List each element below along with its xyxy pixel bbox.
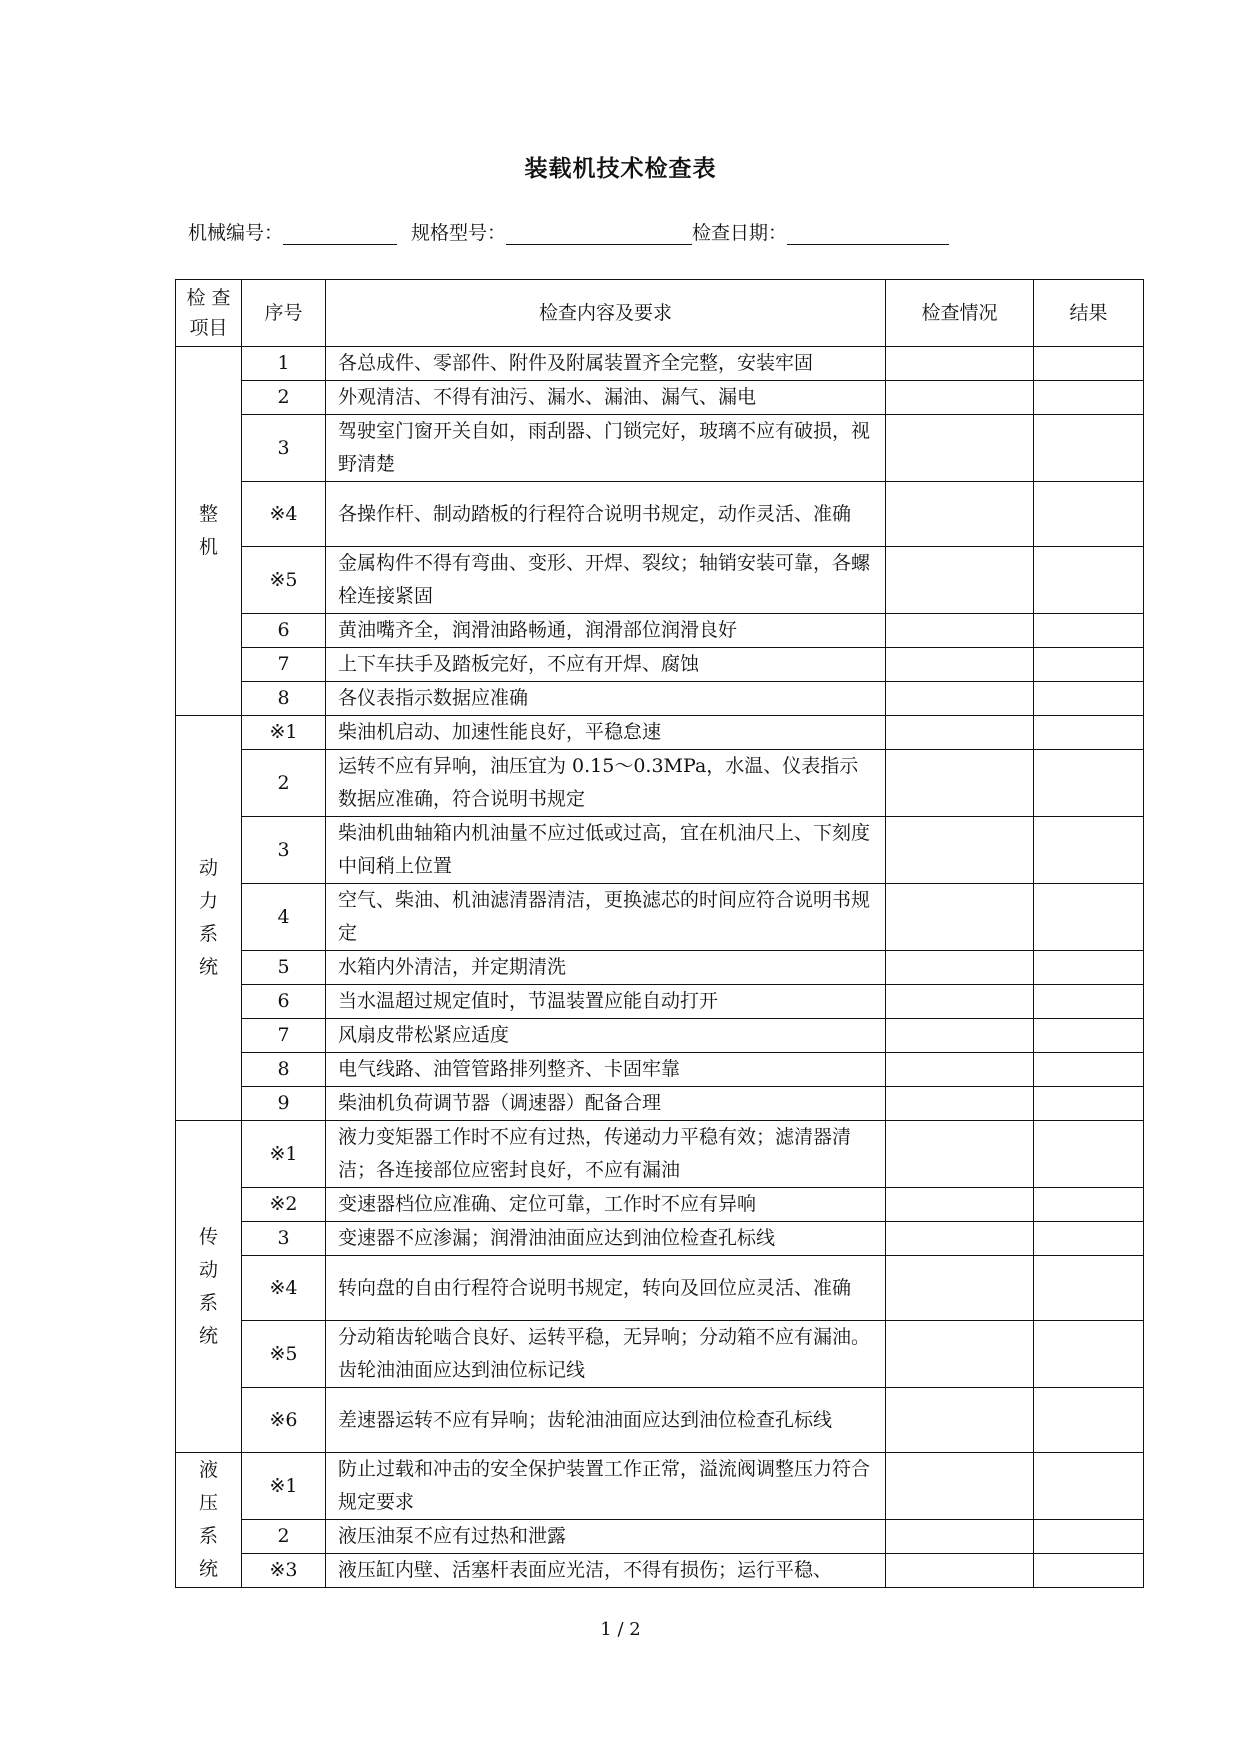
row-content: 差速器运转不应有异响；齿轮油油面应达到油位检查孔标线 xyxy=(326,1388,886,1453)
table-row xyxy=(176,381,1144,415)
row-content: 驾驶室门窗开关自如，雨刮器、门锁完好，玻璃不应有破损，视野清楚 xyxy=(326,415,886,482)
status-cell[interactable] xyxy=(886,648,1034,682)
result-cell[interactable] xyxy=(1034,1188,1144,1222)
row-seq: ※1 xyxy=(242,716,326,750)
table-row xyxy=(176,1222,1144,1256)
row-content: 分动箱齿轮啮合良好、运转平稳，无异响；分动箱不应有漏油。齿轮油油面应达到油位标记线 xyxy=(326,1321,886,1388)
row-content: 变速器档位应准确、定位可靠，工作时不应有异响 xyxy=(326,1188,886,1222)
row-seq: ※3 xyxy=(242,1554,326,1588)
table-row xyxy=(176,1453,1144,1520)
status-cell[interactable] xyxy=(886,347,1034,381)
row-content: 柴油机负荷调节器（调速器）配备合理 xyxy=(326,1087,886,1121)
status-cell[interactable] xyxy=(886,614,1034,648)
table-row xyxy=(176,648,1144,682)
result-cell[interactable] xyxy=(1034,750,1144,817)
result-cell[interactable] xyxy=(1034,482,1144,547)
status-cell[interactable] xyxy=(886,682,1034,716)
table-row xyxy=(176,1554,1144,1588)
row-seq: 8 xyxy=(242,682,326,716)
status-cell[interactable] xyxy=(886,415,1034,482)
result-cell[interactable] xyxy=(1034,347,1144,381)
status-cell[interactable] xyxy=(886,381,1034,415)
result-cell[interactable] xyxy=(1034,716,1144,750)
status-cell[interactable] xyxy=(886,1053,1034,1087)
table-row xyxy=(176,614,1144,648)
row-content: 柴油机启动、加速性能良好，平稳怠速 xyxy=(326,716,886,750)
table-row xyxy=(176,682,1144,716)
status-cell[interactable] xyxy=(886,1453,1034,1520)
row-seq: 4 xyxy=(242,884,326,951)
table-row xyxy=(176,1121,1144,1188)
result-cell[interactable] xyxy=(1034,985,1144,1019)
table-row xyxy=(176,951,1144,985)
section-label: 动 力 系 统 xyxy=(176,716,242,1121)
table-row xyxy=(176,1520,1144,1554)
result-cell[interactable] xyxy=(1034,648,1144,682)
row-seq: 6 xyxy=(242,985,326,1019)
status-cell[interactable] xyxy=(886,1121,1034,1188)
table-row xyxy=(176,547,1144,614)
model-field[interactable] xyxy=(506,224,692,245)
result-cell[interactable] xyxy=(1034,381,1144,415)
status-cell[interactable] xyxy=(886,1388,1034,1453)
row-seq: ※5 xyxy=(242,1321,326,1388)
table-row xyxy=(176,347,1144,381)
result-cell[interactable] xyxy=(1034,682,1144,716)
table-row xyxy=(176,1019,1144,1053)
header-fields xyxy=(188,218,949,245)
table-row xyxy=(176,415,1144,482)
row-seq: 3 xyxy=(242,817,326,884)
row-content: 柴油机曲轴箱内机油量不应过低或过高，宜在机油尺上、下刻度中间稍上位置 xyxy=(326,817,886,884)
status-cell[interactable] xyxy=(886,1256,1034,1321)
machine-no-label: 机械编号： xyxy=(188,222,284,244)
row-content: 转向盘的自由行程符合说明书规定，转向及回位应灵活、准确 xyxy=(326,1256,886,1321)
row-content: 液力变矩器工作时不应有过热，传递动力平稳有效；滤清器清洁；各连接部位应密封良好，不应有漏油 xyxy=(326,1121,886,1188)
result-cell[interactable] xyxy=(1034,1321,1144,1388)
row-content: 黄油嘴齐全，润滑油路畅通，润滑部位润滑良好 xyxy=(326,614,886,648)
table-row xyxy=(176,750,1144,817)
date-field[interactable] xyxy=(787,224,949,245)
machine-no-field[interactable] xyxy=(283,224,397,245)
row-content: 外观清洁、不得有油污、漏水、漏油、漏气、漏电 xyxy=(326,381,886,415)
row-content: 电气线路、油管管路排列整齐、卡固牢靠 xyxy=(326,1053,886,1087)
section-label: 整 机 xyxy=(176,347,242,716)
header-seq: 序号 xyxy=(242,280,326,347)
row-seq: 2 xyxy=(242,750,326,817)
status-cell[interactable] xyxy=(886,1554,1034,1588)
header-category-label: 检 查 项目 xyxy=(186,287,231,339)
row-seq: ※4 xyxy=(242,1256,326,1321)
result-cell[interactable] xyxy=(1034,817,1144,884)
result-cell[interactable] xyxy=(1034,951,1144,985)
row-seq: 1 xyxy=(242,347,326,381)
row-seq: ※1 xyxy=(242,1121,326,1188)
row-seq: 8 xyxy=(242,1053,326,1087)
row-seq: 2 xyxy=(242,1520,326,1554)
result-cell[interactable] xyxy=(1034,1453,1144,1520)
row-content: 空气、柴油、机油滤清器清洁，更换滤芯的时间应符合说明书规定 xyxy=(326,884,886,951)
row-content: 上下车扶手及踏板完好，不应有开焊、腐蚀 xyxy=(326,648,886,682)
result-cell[interactable] xyxy=(1034,1121,1144,1188)
table-row xyxy=(176,716,1144,750)
row-content: 水箱内外清洁，并定期清洗 xyxy=(326,951,886,985)
row-content: 液压油泵不应有过热和泄露 xyxy=(326,1520,886,1554)
table-row xyxy=(176,482,1144,547)
status-cell[interactable] xyxy=(886,1520,1034,1554)
table-row xyxy=(176,1087,1144,1121)
row-content: 当水温超过规定值时，节温装置应能自动打开 xyxy=(326,985,886,1019)
status-cell[interactable] xyxy=(886,1222,1034,1256)
row-seq: 9 xyxy=(242,1087,326,1121)
row-content: 液压缸内壁、活塞杆表面应光洁，不得有损伤；运行平稳、 xyxy=(326,1554,886,1588)
status-cell[interactable] xyxy=(886,716,1034,750)
row-seq: ※1 xyxy=(242,1453,326,1520)
result-cell[interactable] xyxy=(1034,547,1144,614)
row-content: 风扇皮带松紧应适度 xyxy=(326,1019,886,1053)
inspection-table xyxy=(175,279,1144,1588)
status-cell[interactable] xyxy=(886,750,1034,817)
table-row xyxy=(176,817,1144,884)
table-row xyxy=(176,1256,1144,1321)
status-cell[interactable] xyxy=(886,985,1034,1019)
model-label: 规格型号： xyxy=(411,222,507,244)
row-seq: 6 xyxy=(242,614,326,648)
status-cell[interactable] xyxy=(886,482,1034,547)
result-cell[interactable] xyxy=(1034,1222,1144,1256)
result-cell[interactable] xyxy=(1034,1087,1144,1121)
row-seq: ※5 xyxy=(242,547,326,614)
result-cell[interactable] xyxy=(1034,1520,1144,1554)
row-content: 金属构件不得有弯曲、变形、开焊、裂纹；轴销安装可靠，各螺栓连接紧固 xyxy=(326,547,886,614)
result-cell[interactable] xyxy=(1034,1053,1144,1087)
status-cell[interactable] xyxy=(886,1087,1034,1121)
document-title: 装载机技术检查表 xyxy=(524,155,717,182)
result-cell[interactable] xyxy=(1034,1388,1144,1453)
result-cell[interactable] xyxy=(1034,884,1144,951)
table-row xyxy=(176,1188,1144,1222)
row-seq: 3 xyxy=(242,415,326,482)
table-row xyxy=(176,884,1144,951)
table-row xyxy=(176,985,1144,1019)
table-row xyxy=(176,1388,1144,1453)
row-seq: 2 xyxy=(242,381,326,415)
status-cell[interactable] xyxy=(886,1019,1034,1053)
row-seq: ※6 xyxy=(242,1388,326,1453)
date-label: 检查日期： xyxy=(692,222,788,244)
header-content: 检查内容及要求 xyxy=(326,280,886,347)
row-content: 各总成件、零部件、附件及附属装置齐全完整，安装牢固 xyxy=(326,347,886,381)
page-number: 1 / 2 xyxy=(600,1619,641,1640)
result-cell[interactable] xyxy=(1034,1554,1144,1588)
result-cell[interactable] xyxy=(1034,415,1144,482)
row-seq: ※4 xyxy=(242,482,326,547)
row-content: 变速器不应渗漏；润滑油油面应达到油位检查孔标线 xyxy=(326,1222,886,1256)
row-seq: 5 xyxy=(242,951,326,985)
row-content: 各仪表指示数据应准确 xyxy=(326,682,886,716)
result-cell[interactable] xyxy=(1034,614,1144,648)
table-row xyxy=(176,1321,1144,1388)
result-cell[interactable] xyxy=(1034,1019,1144,1053)
row-seq: 7 xyxy=(242,1019,326,1053)
row-seq: 3 xyxy=(242,1222,326,1256)
row-content: 各操作杆、制动踏板的行程符合说明书规定，动作灵活、准确 xyxy=(326,482,886,547)
table-row xyxy=(176,1053,1144,1087)
status-cell[interactable] xyxy=(886,884,1034,951)
header-status: 检查情况 xyxy=(886,280,1034,347)
status-cell[interactable] xyxy=(886,547,1034,614)
section-label: 传 动 系 统 xyxy=(176,1121,242,1453)
row-content: 防止过载和冲击的安全保护装置工作正常，溢流阀调整压力符合规定要求 xyxy=(326,1453,886,1520)
status-cell[interactable] xyxy=(886,817,1034,884)
status-cell[interactable] xyxy=(886,1321,1034,1388)
header-result: 结果 xyxy=(1034,280,1144,347)
section-label: 液 压 系 统 xyxy=(176,1453,242,1588)
status-cell[interactable] xyxy=(886,1188,1034,1222)
header-category xyxy=(176,280,242,347)
result-cell[interactable] xyxy=(1034,1256,1144,1321)
row-content: 运转不应有异响，油压宜为 0.15～0.3MPa，水温、仪表指示数据应准确，符合说明书规定 xyxy=(326,750,886,817)
table-header-row xyxy=(176,280,1144,347)
row-seq: 7 xyxy=(242,648,326,682)
row-seq: ※2 xyxy=(242,1188,326,1222)
status-cell[interactable] xyxy=(886,951,1034,985)
